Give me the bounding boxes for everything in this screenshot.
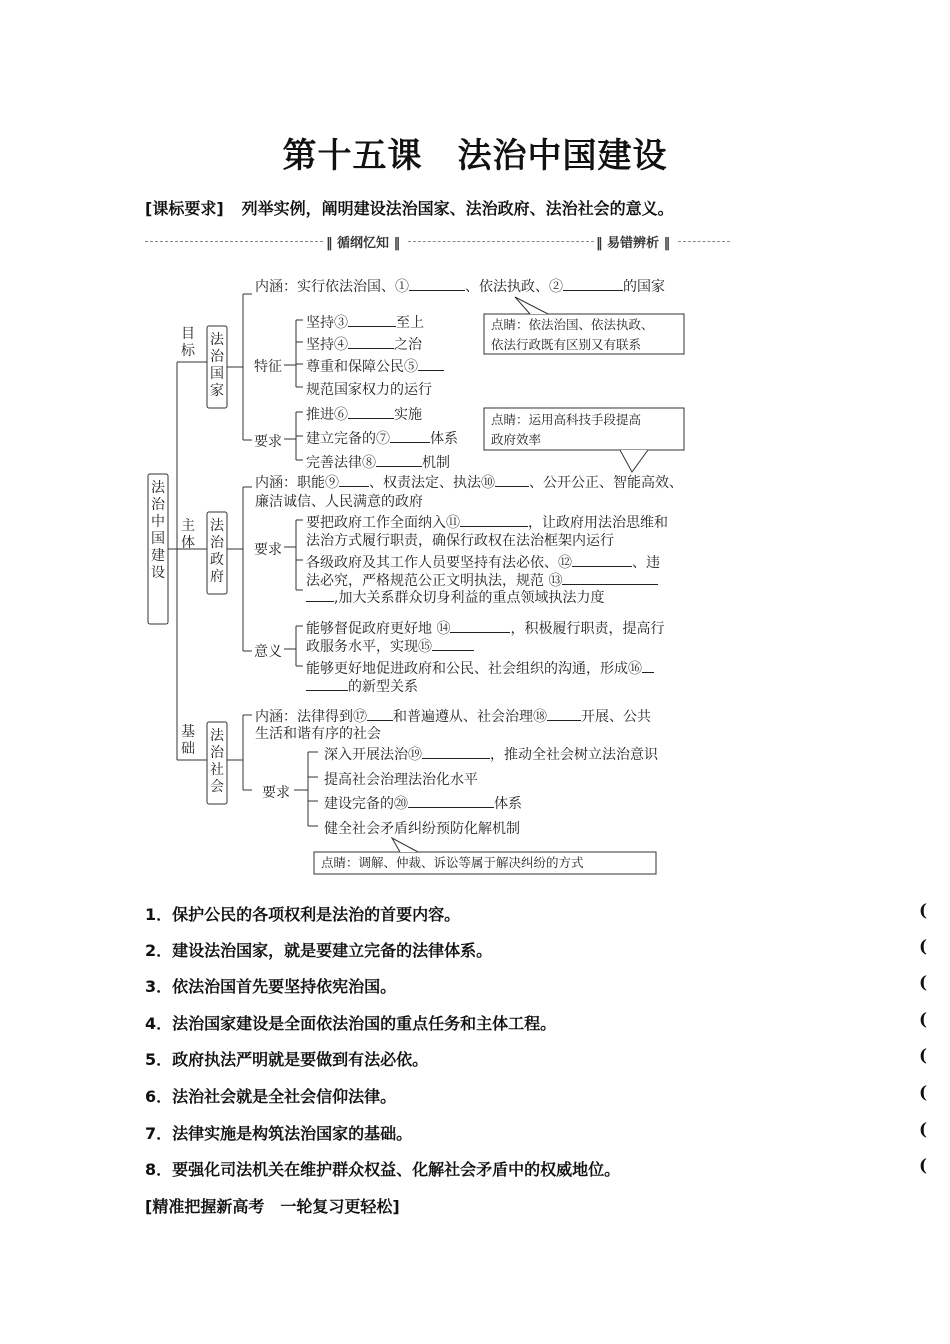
nation-feature-3: 尊重和保障公民⑤ xyxy=(306,356,444,376)
question-6: 6．法治社会就是全社会信仰法律。 xyxy=(145,1087,397,1106)
answer-paren-6[interactable]: ( xyxy=(919,1083,928,1103)
note-nation-1: 点睛：依法治国、依法执政、 依法行政既有区别又有联系 xyxy=(491,317,654,352)
role-subject: 主 体 xyxy=(181,518,195,551)
footer-slogan: [精准把握新高考 一轮复习更轻松] xyxy=(145,1197,400,1216)
answer-paren-4[interactable]: ( xyxy=(919,1010,928,1030)
nation-req-1: 推进⑥ 实施 xyxy=(306,407,422,423)
soc-req-4: 健全社会矛盾纠纷预防化解机制 xyxy=(324,821,520,837)
soc-neihan-2: 生活和谐有序的社会 xyxy=(255,726,381,742)
gov-meaning-2a: 能够更好地促进政府和公民、社会组织的沟通，形成⑯ xyxy=(306,658,654,678)
standard-tag: [课标要求] xyxy=(145,199,224,218)
nation-tezheng-label: 特征 xyxy=(254,359,282,375)
gov-neihan-1: 内涵：职能⑨ 、权责法定、执法⑩ 、公开公正、智能高效、 xyxy=(255,475,683,491)
gov-meaning-1b: 政服务水平，实现⑮ xyxy=(306,636,474,656)
question-7: 7．法律实施是构筑法治国家的基础。 xyxy=(145,1124,413,1143)
question-8: 8．要强化司法机关在维护群众权益、化解社会矛盾中的权威地位。 xyxy=(145,1160,621,1179)
soc-yaoqiu-label: 要求 xyxy=(262,785,290,801)
answer-paren-7[interactable]: ( xyxy=(919,1120,928,1140)
gov-yiyi-label: 意义 xyxy=(254,644,282,660)
root-node: 法 治 中 国 建 设 xyxy=(151,480,165,581)
gov-req-2a: 各级政府及其工作人员要坚持有法必依、⑫ 、违 xyxy=(306,555,660,571)
nation-neihan: 内涵：实行依法治国、① 、依法执政、② 的国家 xyxy=(255,279,665,295)
gov-req-2b: 法必究，严格规范公正文明执法，规范 ⑬ xyxy=(306,570,658,590)
question-3: 3．依法治国首先要坚持依宪治国。 xyxy=(145,977,397,996)
soc-req-2: 提高社会治理法治化水平 xyxy=(324,772,478,788)
role-base: 基 础 xyxy=(181,724,195,757)
section-tab-errors: ‖ 易错辨析 ‖ xyxy=(596,236,671,251)
nation-feature-2: 坚持④ 之治 xyxy=(306,337,422,353)
answer-paren-5[interactable]: ( xyxy=(919,1046,928,1066)
gov-req-1b: 法治方式履行职责，确保行政权在法治框架内运行 xyxy=(306,533,614,549)
standard-text: 列举实例，阐明建设法治国家、法治政府、法治社会的意义。 xyxy=(241,199,674,218)
soc-req-1: 深入开展法治⑲ ，推动全社会树立法治意识 xyxy=(324,747,658,763)
node-society: 法 治 社 会 xyxy=(210,728,224,795)
question-2: 2．建设法治国家，就是要建立完备的法律体系。 xyxy=(145,941,493,960)
node-government: 法 治 政 府 xyxy=(210,518,224,585)
answer-paren-1[interactable]: ( xyxy=(919,901,928,921)
answer-paren-3[interactable]: ( xyxy=(919,973,928,993)
nation-feature-4: 规范国家权力的运行 xyxy=(306,382,432,398)
nation-req-2: 建立完备的⑦ 体系 xyxy=(306,431,458,447)
question-5: 5．政府执法严明就是要做到有法必依。 xyxy=(145,1050,429,1069)
question-1: 1．保护公民的各项权利是法治的首要内容。 xyxy=(145,905,461,924)
gov-req-1a: 要把政府工作全面纳入⑪ ，让政府用法治思维和 xyxy=(306,515,668,531)
gov-req-2c: ,加大关系群众切身利益的重点领域执法力度 xyxy=(306,587,604,607)
nation-yaoqiu-label: 要求 xyxy=(254,434,282,450)
note-nation-2: 点睛：运用高科技手段提高 政府效率 xyxy=(491,412,642,447)
gov-meaning-1a: 能够督促政府更好地 ⑭ ，积极履行职责，提高行 xyxy=(306,621,665,637)
gov-yaoqiu-label: 要求 xyxy=(254,542,282,558)
answer-paren-2[interactable]: ( xyxy=(919,937,928,957)
gov-neihan-2: 廉洁诚信、人民满意的政府 xyxy=(255,494,423,510)
page-title: 第十五课 法治中国建设 xyxy=(282,136,668,176)
nation-feature-1: 坚持③ 至上 xyxy=(306,315,424,331)
answer-paren-8[interactable]: ( xyxy=(919,1156,928,1176)
nation-req-3: 完善法律⑧ 机制 xyxy=(306,455,450,471)
note-society: 点睛：调解、仲裁、诉讼等属于解决纠纷的方式 xyxy=(321,855,584,870)
soc-req-3: 建设完备的⑳ 体系 xyxy=(324,796,522,812)
soc-neihan-1: 内涵：法律得到⑰ 和普遍遵从、社会治理⑱ 开展、公共 xyxy=(255,709,651,725)
role-goal: 目 标 xyxy=(181,326,195,359)
question-4: 4．法治国家建设是全面依法治国的重点任务和主体工程。 xyxy=(145,1014,557,1033)
gov-meaning-2b: 的新型关系 xyxy=(306,676,418,696)
section-tab-review: ‖ 循纲忆知 ‖ xyxy=(326,236,401,251)
node-nation: 法 治 国 家 xyxy=(210,332,224,399)
